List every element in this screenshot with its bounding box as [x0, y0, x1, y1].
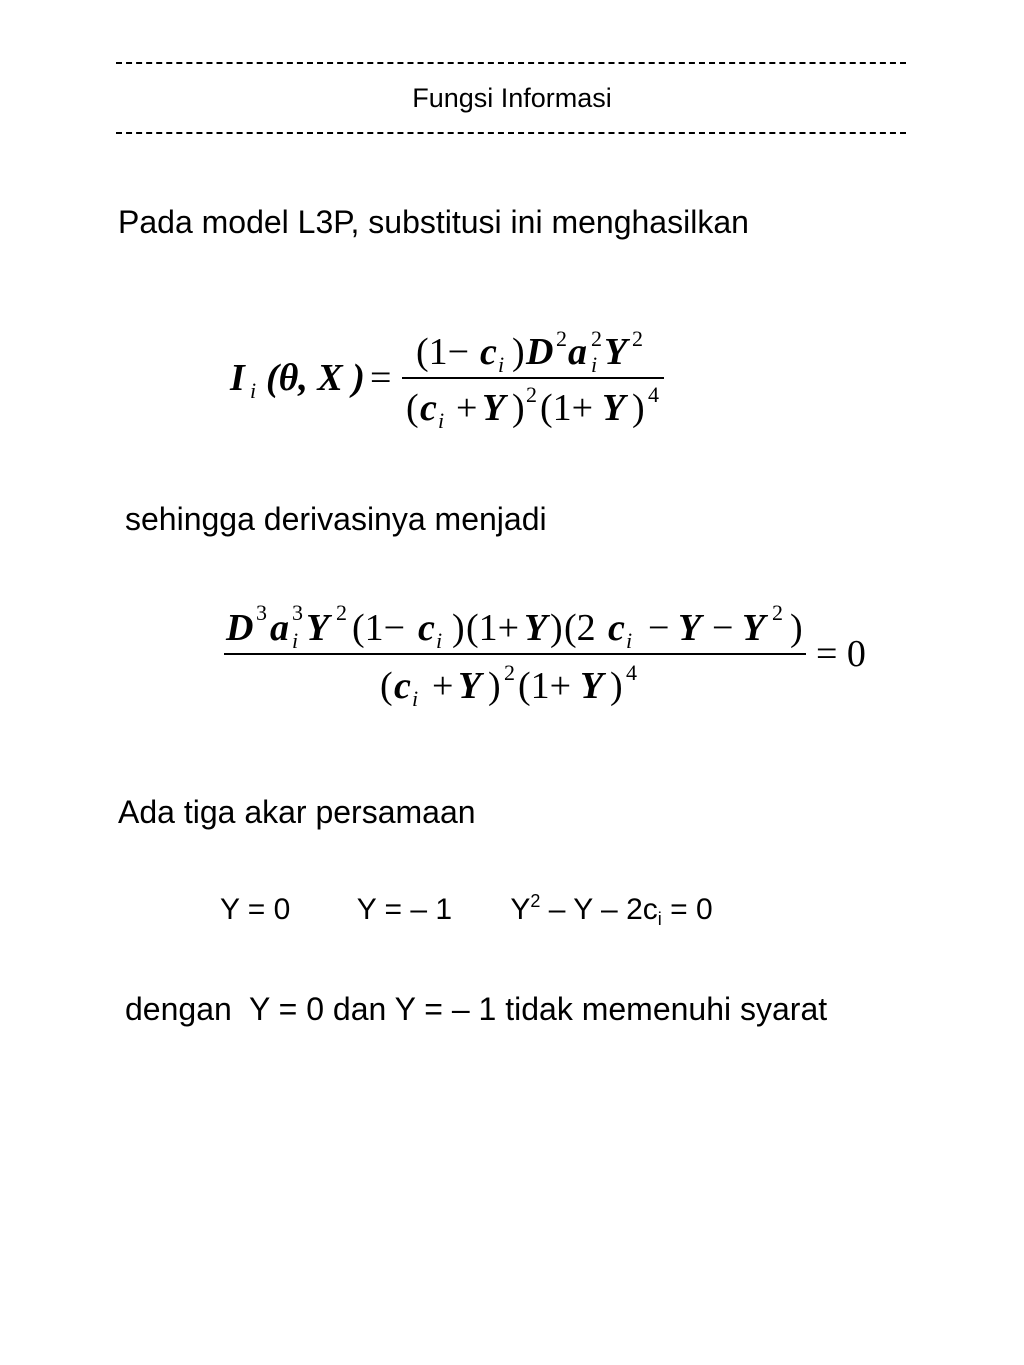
eq1-num-Y-exp: 2 [632, 326, 643, 351]
eq2-den-close: ) [488, 665, 501, 707]
root-2: Y = – 1 [356, 893, 453, 926]
root-3-exponent: 2 [530, 891, 541, 911]
eq1-num-a-exp: 2 [591, 326, 602, 351]
eq1-num-a-sub: i [591, 352, 598, 377]
eq1-num-D: D [526, 331, 554, 373]
eq2-den-close2: ) [610, 665, 623, 707]
eq2-den-c: c [394, 665, 411, 707]
eq1-den-close2: ) [632, 387, 645, 429]
eq2-num-term1-close: ) [452, 607, 465, 649]
eq2-num-term3-Y2-exp: 2 [772, 600, 783, 625]
eq2-den-open2: (1+ [518, 665, 572, 707]
eq2-den-exp1: 2 [504, 660, 515, 685]
eq2-den-open: ( [380, 665, 393, 707]
eq2-num-term2-open: (1+ [466, 607, 520, 649]
header-rule-top [116, 62, 906, 64]
eq2-num-term3-Y2: Y [742, 607, 766, 649]
eq1-lhs-I: I [230, 357, 245, 399]
eq2-num-term3-sub: i [626, 628, 633, 653]
eq2-num-a-exp: 3 [292, 600, 303, 625]
eq1-den-open2: (1+ [540, 387, 594, 429]
eq1-den-Y: Y [482, 387, 506, 429]
eq2-num-term3-close: ) [790, 607, 803, 649]
derivative-text: sehingga derivasinya menjadi [125, 501, 547, 537]
eq1-num-D-exp: 2 [556, 326, 567, 351]
eq2-num-term3-open: (2 [564, 607, 596, 649]
intro-text: Pada model L3P, substitusi ini menghasilkan [118, 204, 749, 240]
eq2-num-term3-Y: Y [678, 607, 702, 649]
derivative-equation [224, 596, 884, 716]
root-3-end: = 0 [661, 893, 713, 926]
eq1-num-c: c [480, 331, 497, 373]
eq2-num-term3-minus1: − [648, 607, 670, 649]
root-3-middle: – Y – 2c [540, 893, 658, 926]
eq1-num-Y: Y [604, 331, 628, 373]
eq2-den-Y2: Y [580, 665, 604, 707]
eq1-equals: = [370, 357, 392, 399]
eq2-num-term1-sub: i [436, 628, 443, 653]
information-function-equation [230, 322, 670, 432]
eq2-num-term3-c: c [608, 607, 625, 649]
eq1-den-open: ( [406, 387, 419, 429]
eq2-num-Y: Y [306, 607, 330, 649]
eq2-den-plus: + [432, 665, 454, 707]
eq1-num-close: ) [512, 331, 525, 373]
eq1-lhs-subscript: i [250, 378, 257, 403]
page-title: Fungsi Informasi [412, 83, 612, 113]
eq2-num-a-sub: i [292, 628, 299, 653]
eq1-num-open: (1− [416, 331, 470, 373]
eq2-num-Y-exp: 2 [336, 600, 347, 625]
eq1-den-close: ) [512, 387, 525, 429]
eq1-lhs-args: (θ, X ) [266, 357, 365, 399]
eq2-den-c-sub: i [412, 686, 419, 711]
eq2-num-term1-open: (1− [352, 607, 406, 649]
header-rule-bottom [116, 132, 906, 134]
eq1-den-exp2: 4 [648, 382, 659, 407]
eq1-den-plus: + [456, 387, 478, 429]
eq2-num-D: D [226, 607, 254, 649]
conclusion-text: dengan Y = 0 dan Y = – 1 tidak memenuhi syarat [125, 991, 828, 1027]
root-3-subscript: i [657, 909, 662, 929]
eq1-den-c-sub: i [438, 408, 445, 433]
eq1-den-c: c [420, 387, 437, 429]
eq2-num-term2-Y: Y [524, 607, 548, 649]
eq2-num-term3-minus2: − [712, 607, 734, 649]
eq2-num-term2-close: ) [550, 607, 563, 649]
eq2-rhs: = 0 [816, 633, 866, 675]
root-3-Y: Y [510, 893, 531, 926]
root-3 [510, 892, 712, 928]
eq2-num-D-exp: 3 [256, 600, 267, 625]
eq2-den-exp2: 4 [626, 660, 637, 685]
eq1-den-exp1: 2 [526, 382, 537, 407]
roots-line [220, 892, 713, 928]
root-1: Y = 0 [220, 893, 291, 926]
eq1-num-c-sub: i [498, 352, 505, 377]
roots-intro-text: Ada tiga akar persamaan [118, 794, 476, 830]
eq2-den-Y: Y [458, 665, 482, 707]
eq1-den-Y2: Y [602, 387, 626, 429]
eq1-num-a: a [568, 331, 587, 373]
eq2-num-term1-c: c [418, 607, 435, 649]
eq2-num-a: a [270, 607, 289, 649]
